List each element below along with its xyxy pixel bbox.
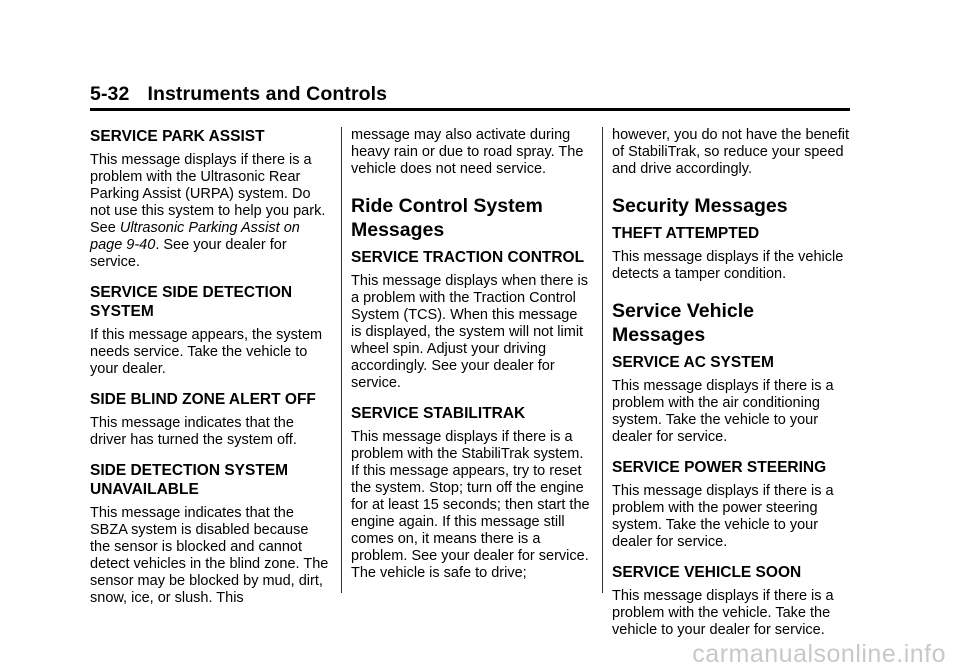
- paragraph-blind-zone-off: This message indicates that the driver has turned the system off.: [90, 415, 297, 448]
- heading-side-detection-unavailable: SIDE DETECTION SYSTEM UNAVAILABLE: [90, 462, 289, 498]
- paragraph-detection-unavailable: This message indicates that the SBZA system is disabled because the sensor is blocked and cannot detect vehicles in the blind zone. The sensor may be blocked by mud, dirt, snow, ice, or slush. This: [90, 505, 329, 606]
- heading-side-blind-zone-off: SIDE BLIND ZONE ALERT OFF: [90, 391, 316, 408]
- column-2: [351, 127, 591, 594]
- column-3: [612, 127, 852, 651]
- heading-service-stabilitrak: SERVICE STABILITRAK: [351, 405, 526, 422]
- watermark: carmanualsonline.info: [692, 640, 946, 668]
- paragraph-power-steering: This message displays if there is a problem with the power steering system. Take the vehicle to your dealer for service.: [612, 483, 834, 550]
- paragraph-ac: This message displays if there is a problem with the air conditioning system. Take the vehicle to your dealer for service.: [612, 378, 834, 445]
- heading-service-traction: SERVICE TRACTION CONTROL: [351, 249, 585, 266]
- heading-service-ac: SERVICE AC SYSTEM: [612, 354, 774, 371]
- chapter-title: Instruments and Controls: [147, 83, 388, 105]
- column-divider-2: [602, 127, 603, 593]
- page-number: 5-32: [90, 83, 130, 105]
- section-ride-control: Ride Control System Messages: [351, 195, 543, 241]
- heading-service-park-assist: SERVICE PARK ASSIST: [90, 128, 265, 145]
- paragraph-theft: This message displays if the vehicle detects a tamper condition.: [612, 249, 844, 282]
- paragraph-continued: message may also activate during heavy rain or due to road spray. The vehicle does not need service.: [351, 127, 584, 177]
- column-divider-1: [341, 127, 342, 593]
- heading-service-vehicle-soon: SERVICE VEHICLE SOON: [612, 564, 802, 581]
- section-service-vehicle: Service Vehicle Messages: [612, 300, 755, 346]
- heading-service-side-detection: SERVICE SIDE DETECTION SYSTEM: [90, 284, 293, 320]
- cross-reference-link[interactable]: Ultrasonic Parking Assist on page 9-40: [90, 220, 300, 253]
- paragraph-side-detection: If this message appears, the system needs service. Take the vehicle to your dealer.: [90, 327, 323, 377]
- heading-theft-attempted: THEFT ATTEMPTED: [612, 225, 760, 242]
- header-title: [90, 83, 850, 106]
- paragraph-traction: This message displays when there is a problem with the Traction Control System (TCS). When this message is displayed, the system will not limit wheel spin. Adjust your driving accordingly. See your dealer for service.: [351, 273, 588, 391]
- heading-power-steering: SERVICE POWER STEERING: [612, 459, 827, 476]
- paragraph-vehicle-soon: This message displays if there is a problem with the vehicle. Take the vehicle to your dealer for service.: [612, 588, 834, 638]
- paragraph-continued: however, you do not have the benefit of StabiliTrak, so reduce your speed and drive accordingly.: [612, 127, 850, 177]
- page-header: [90, 83, 850, 111]
- paragraph-stabilitrak: This message displays if there is a problem with the StabiliTrak system. If this message appears, try to reset the system. Stop; turn off the engine for at least 15 seconds; then start the engine again. If this message still comes on, it means there is a problem. See your dealer for service. The vehicle is safe to drive;: [351, 429, 590, 581]
- column-1: [90, 127, 330, 619]
- paragraph-park-assist: This message displays if there is a problem with the Ultrasonic Rear Parking Assist (URPA) system. Do not use this system to help you park. See Ultrasonic Parking Assist on page 9-40. See your dealer for service.: [90, 152, 326, 270]
- section-security-messages: Security Messages: [612, 195, 788, 217]
